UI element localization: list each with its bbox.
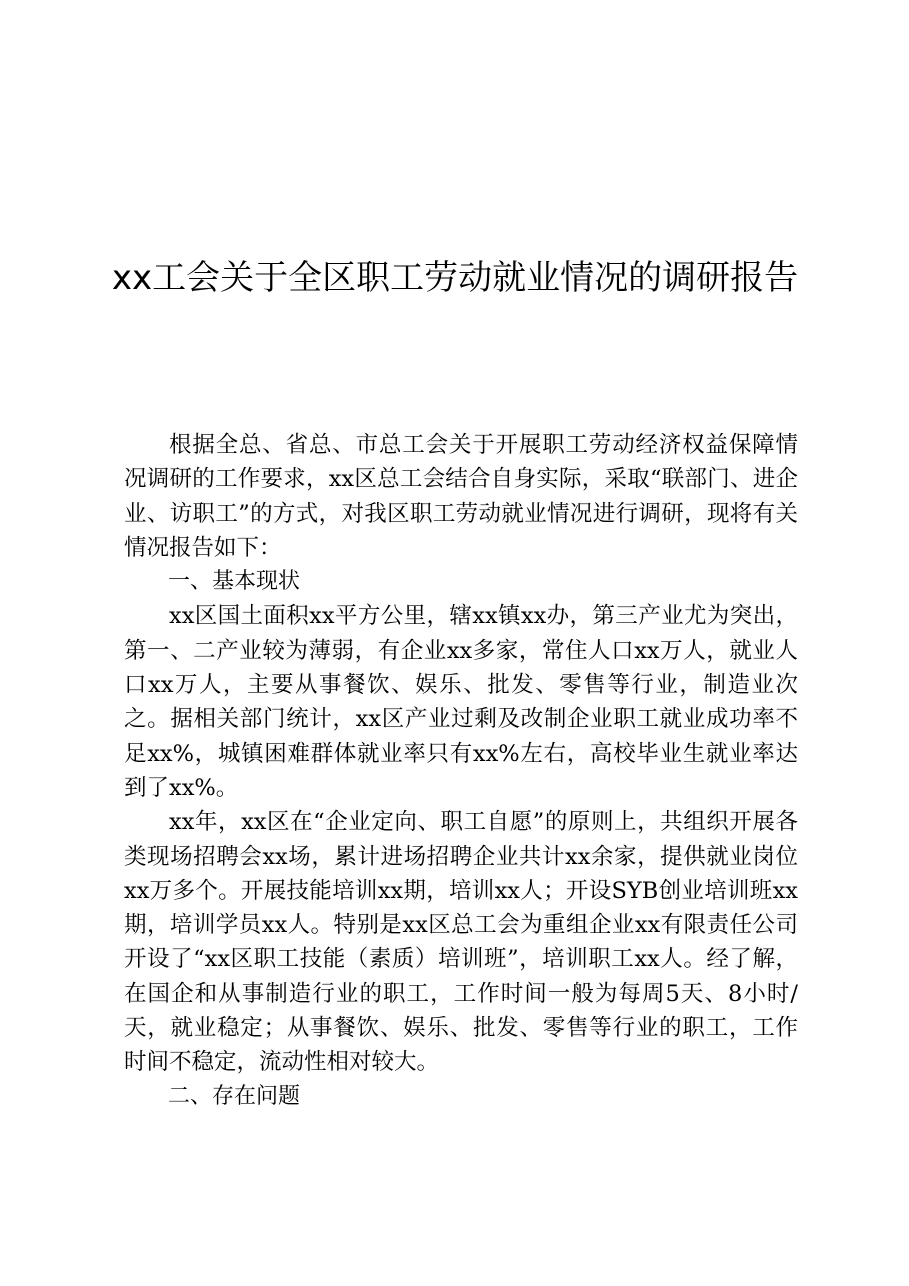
document-body [124, 428, 798, 1114]
basic-status-paragraph-1: xx区国土面积xx平方公里，辖xx镇xx办，第三产业尤为突出，第一、二产业较为薄弱，有企业xx多家，常住人口xx万人，就业人口xx万人，主要从事餐饮、娱乐、批发、零售等行业，制造业次之。据相关部门统计，xx区产业过剩及改制企业职工就业成功率不足xx%，城镇困难群体就业率只有xx%左右，高校毕业生就业率达到了xx%。 [124, 603, 798, 801]
section-heading-basic-status: 一、基本现状 [168, 569, 301, 595]
basic-status-paragraph-2: xx年，xx区在“企业定向、职工自愿”的原则上，共组织开展各类现场招聘会xx场，累计进场招聘企业共计xx余家，提供就业岗位xx万多个。开展技能培训xx期，培训xx人；开设SYB创业培训班xx期，培训学员xx人。特别是xx区总工会为重组企业xx有限责任公司开设了“xx区职工技能（素质）培训班”，培训职工xx人。经了解，在国企和从事制造行业的职工，工作时间一般为每周5天、8小时/天，就业稳定；从事餐饮、娱乐、批发、零售等行业的职工，工作时间不稳定，流动性相对较大。 [124, 809, 798, 1076]
document-title: xx工会关于全区职工劳动就业情况的调研报告 [111, 258, 799, 298]
section-heading-problems: 二、存在问题 [168, 1083, 301, 1109]
intro-paragraph: 根据全总、省总、市总工会关于开展职工劳动经济权益保障情况调研的工作要求，xx区总工会结合自身实际，采取“联部门、进企业、访职工”的方式，对我区职工劳动就业情况进行调研，现将有关情况报告如下： [124, 432, 798, 561]
